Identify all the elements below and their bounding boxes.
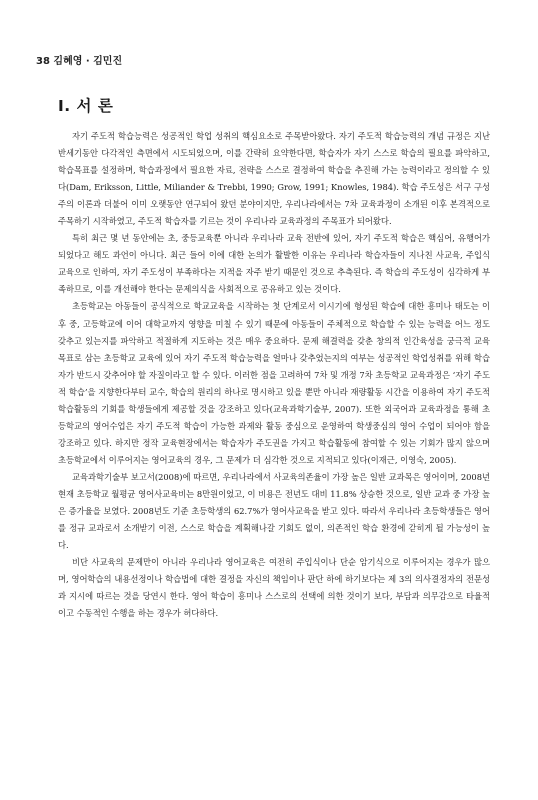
section-title: I. 서 론 <box>58 97 114 115</box>
author-names: 김혜영 · 김민진 <box>53 56 123 67</box>
paragraph: 비단 사교육의 문제만이 아니라 우리나라 영어교육은 여전히 주입식이나 단순 암기식으로 이루어지는 경우가 많으며, 영어학습의 내용선정이나 학습법에 대한 결정을 자신의 책임이나 판단 하에 하기보다는 제 3의 의사결정자의 전문성과 지시에 따르는 것을 당연시 한다. 영어 학습이 흥미나 스스로의 선택에 의한 것이기 보다, 부담과 의무감으로 타율적이고 수동적인 수행을 하는 경우가 허다하다. <box>58 557 490 619</box>
page-number: 38 <box>36 56 50 67</box>
paragraph: 교육과학기술부 보고서(2008)에 따르면, 우리나라에서 사교육의존율이 가장 높은 일반 교과목은 영어이며, 2008년 현재 초등학교 월평균 영어사교육비는 8만원이었고, 이 비용은 전년도 대비 11.8% 상승한 것으로, 일반 교과 중 가장 높은 증가율을 보였다. 2008년도 기준 초등학생의 62.7%가 영어사교육을 받고 있다. 따라서 우리나라 초등학생들은 영어를 정규 교과로서 소개받기 이전, 스스로 학습을 계획해나갈 기회도 없이, 의존적인 학습 환경에 갇히게 될 가능성이 높다. <box>58 471 490 551</box>
body-text <box>58 128 490 622</box>
paragraph: 초등학교는 아동들이 공식적으로 학교교육을 시작하는 첫 단계로서 이시기에 형성된 학습에 대한 흥미나 태도는 이후 중, 고등학교에 이어 대학교까지 영향을 미칠 수 있기 때문에 아동들이 주체적으로 학습할 수 있는 능력을 어느 정도 갖추고 있는지를 파악하고 적절하게 지도하는 것은 매우 중요하다. 문제 해결력을 갖춘 창의적 인간육성을 궁극적 교육목표로 삼는 초등학교 교육에 있어 자기 주도적 학습능력을 얼마나 갖추었는지의 여부는 성공적인 학업성취를 위해 학습자가 반드시 갖추어야 할 자질이라고 할 수 있다. 이러한 점을 고려하여 7차 및 개정 7차 초등학교 교육과정은 ‘자기 주도적 학습’을 지향한다부터 교수, 학습의 원리의 하나로 명시하고 있을 뿐만 아니라 재량활동 시간을 이용하여 자기 주도적 학습활동의 기회를 학생들에게 제공할 것을 강조하고 있다(교육과학기술부, 2007). 또한 외국어과 교육과정을 통해 초등학교의 영어수업은 자기 주도적 학습이 가능한 과제와 활동 중심으로 운영하여 학생중심의 영어 수업이 되어야 함을 강조하고 있다. 하지만 정작 교육현장에서는 학습자가 주도권을 가지고 학습활동에 참여할 수 있는 기회가 많지 않으며 초등학교에서 이루어지는 영어교육의 경우, 그 문제가 더 심각한 것으로 지적되고 있다(이재근, 이영숙, 2005). <box>58 301 490 465</box>
running-header <box>36 52 122 67</box>
paragraph: 자기 주도적 학습능력은 성공적인 학업 성취의 핵심요소로 주목받아왔다. 자기 주도적 학습능력의 개념 규정은 지난 반세기동안 다각적인 측면에서 시도되었으며, 이를 간략히 요약한다면, 학습자가 자기 스스로 학습의 필요를 파악하고, 학습목표를 설정하며, 학습과정에서 필요한 자료, 전략을 스스로 결정하여 학습을 추진해 가는 능력이라고 정의할 수 있다(Dam, Eriksson, Little, Miliander & Trebbi, 1990; Grow, 1991; Knowles, 1984). 학습 주도성은 서구 구성주의 이론과 더불어 이미 오랫동안 연구되어 왔던 분야이지만, 우리나라에서는 7차 교육과정이 소개된 이후 본격적으로 주목하기 시작하였고, 주도적 학습자를 기르는 것이 우리나라 교육과정의 주목표가 되어왔다. <box>58 131 490 227</box>
paragraph: 특히 최근 몇 년 동안에는 초, 중등교육뿐 아니라 우리나라 교육 전반에 있어, 자기 주도적 학습은 핵심어, 유행어가 되었다고 해도 과언이 아니다. 최근 들어 이에 대한 논의가 활발한 이유는 우리나라 학습자들이 지나친 사교육, 주입식 교육으로 인하여, 자기 주도성이 부족하다는 지적을 자주 받기 때문인 것으로 추측된다. 즉 학습의 주도성이 심각하게 부족하므로, 이를 개선해야 한다는 문제의식을 사회적으로 공유하고 있는 것이다. <box>58 233 490 295</box>
